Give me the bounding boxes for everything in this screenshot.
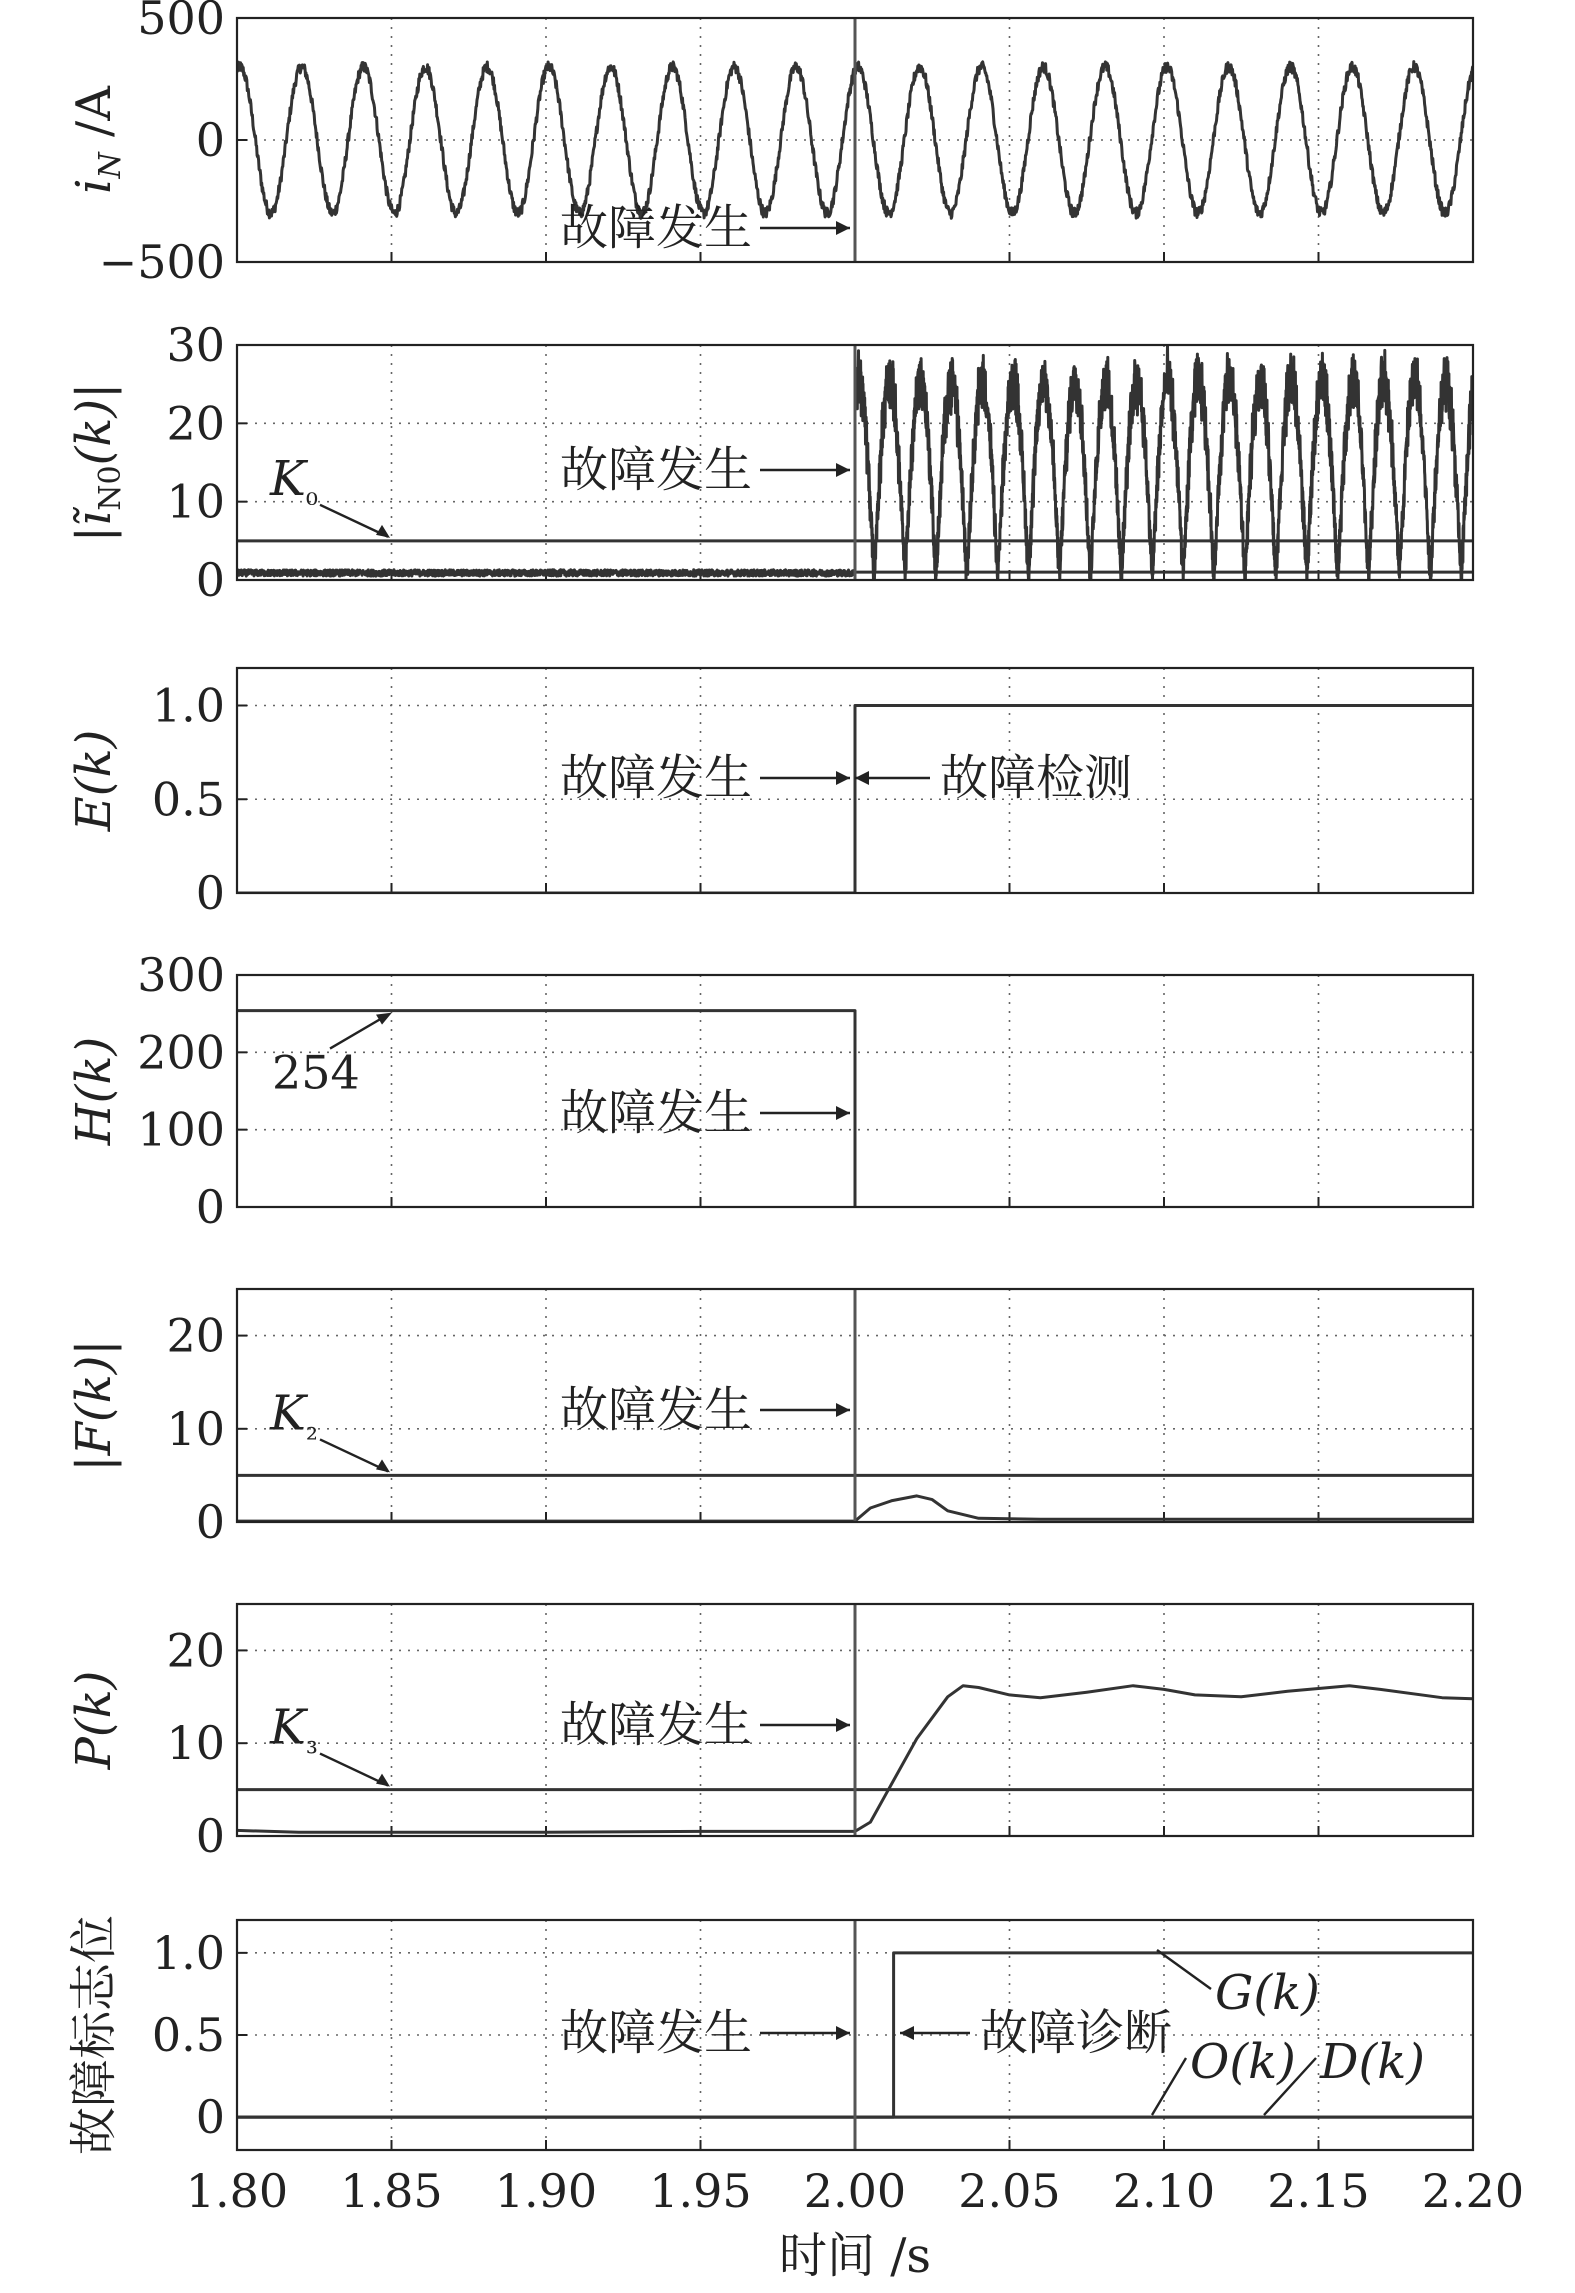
y-tick-label: 1.0 — [151, 1925, 225, 1980]
detection-label: 故障诊断 — [980, 2005, 1173, 2061]
y-tick-label: 0 — [195, 1495, 225, 1549]
x-tick-label: 2.00 — [803, 2164, 907, 2218]
y-tick-label: 0 — [195, 866, 225, 920]
y-axis-label: $|ĩ_{N0}(k)|$ — [66, 382, 128, 543]
fault-occurrence-label: 故障发生 — [560, 1382, 753, 1438]
series-label-G: G(k) — [1215, 1965, 1320, 2021]
y-tick-label: 0 — [195, 1180, 225, 1234]
x-tick-label: 2.05 — [958, 2164, 1061, 2218]
arrow-head — [836, 771, 850, 785]
plot-area — [237, 1604, 1473, 1836]
y-axis-label: E(k) — [66, 729, 122, 832]
arrow-head — [836, 1106, 850, 1120]
series-label-arrow — [1157, 1950, 1211, 1989]
x-tick-label: 2.20 — [1421, 2164, 1525, 2218]
fault-occurrence-label: 故障发生 — [560, 750, 753, 806]
value-label-254: 254 — [272, 1045, 360, 1100]
y-tick-label: 30 — [166, 318, 225, 372]
plot-area — [237, 1289, 1473, 1522]
arrow-head — [836, 1403, 850, 1417]
detection-label: 故障检测 — [940, 750, 1133, 806]
y-tick-label: 20 — [166, 1308, 225, 1363]
y-tick-label: 10 — [166, 1716, 225, 1771]
x-tick-label: 1.80 — [185, 2164, 289, 2218]
panel-6 — [66, 1604, 1473, 1863]
arrow-head — [836, 1718, 850, 1732]
x-tick-label: 1.90 — [494, 2164, 598, 2218]
y-axis-label: 故障标志位 — [66, 1914, 122, 2156]
y-axis-label: $i_N$ /A — [66, 86, 128, 194]
arrow-head — [855, 771, 869, 785]
fault-occurrence-label: 故障发生 — [560, 1697, 753, 1753]
arrow-head — [376, 1774, 390, 1787]
panel-4 — [66, 948, 1473, 1234]
y-tick-label: 0 — [195, 553, 225, 607]
fault-occurrence-label: 故障发生 — [560, 1085, 753, 1141]
x-tick-label: 2.10 — [1112, 2164, 1216, 2218]
y-tick-label: 300 — [137, 948, 225, 1002]
series-label-arrow — [1152, 2058, 1186, 2115]
x-tick-label: 2.15 — [1267, 2164, 1370, 2218]
x-tick-label: 1.85 — [340, 2164, 443, 2218]
arrow-head — [376, 525, 390, 538]
y-tick-label: 500 — [137, 0, 225, 45]
y-axis-label: |F(k)| — [66, 1339, 122, 1472]
series-label-D: D(k) — [1320, 2034, 1426, 2090]
y-tick-label: 10 — [166, 474, 225, 529]
y-tick-label: 20 — [166, 1623, 225, 1678]
y-tick-label: 0.5 — [151, 772, 225, 827]
plot-area — [237, 1011, 855, 1207]
panel-3 — [66, 668, 1473, 920]
y-tick-label: 0 — [195, 2090, 225, 2145]
panel-7 — [66, 1915, 1473, 2155]
plot-area — [237, 18, 1473, 262]
series-line — [237, 1011, 855, 1207]
threshold-label: $K_{_2}$ — [270, 1385, 318, 1448]
arrow-head — [376, 1013, 392, 1025]
threshold-label: $K_{_3}$ — [270, 1699, 318, 1762]
panel-1 — [66, 0, 1473, 289]
fault-occurrence-label: 故障发生 — [560, 442, 753, 498]
y-tick-label: 100 — [137, 1102, 225, 1157]
arrow-head — [376, 1459, 390, 1472]
y-tick-label: 200 — [137, 1025, 225, 1080]
y-tick-label: 1.0 — [151, 678, 225, 733]
y-tick-label: 20 — [166, 396, 225, 451]
plot-area — [237, 345, 1473, 580]
y-axis-label: P(k) — [66, 1670, 122, 1770]
series-label-O: O(k) — [1190, 2034, 1296, 2090]
x-tick-label: 1.95 — [649, 2164, 752, 2218]
y-tick-label: 0 — [195, 113, 225, 167]
y-tick-label: 10 — [166, 1401, 225, 1456]
y-tick-label: −500 — [98, 235, 225, 289]
plot-area — [237, 706, 1473, 894]
arrow-head — [900, 2026, 914, 2040]
fault-occurrence-label: 故障发生 — [560, 2005, 753, 2061]
arrow-head — [836, 463, 850, 477]
series-line — [237, 706, 1473, 894]
y-tick-label: 0 — [195, 1809, 225, 1863]
x-axis-label: 时间 /s — [778, 2228, 932, 2284]
y-tick-label: 0.5 — [151, 2008, 225, 2062]
arrow-head — [836, 221, 850, 235]
panel-2 — [66, 318, 1473, 607]
arrow-head — [836, 2026, 850, 2040]
y-axis-label: H(k) — [66, 1036, 122, 1146]
fault-occurrence-label: 故障发生 — [560, 200, 753, 256]
panel-5 — [66, 1289, 1473, 1549]
threshold-label: $K_{_0}$ — [270, 450, 318, 513]
